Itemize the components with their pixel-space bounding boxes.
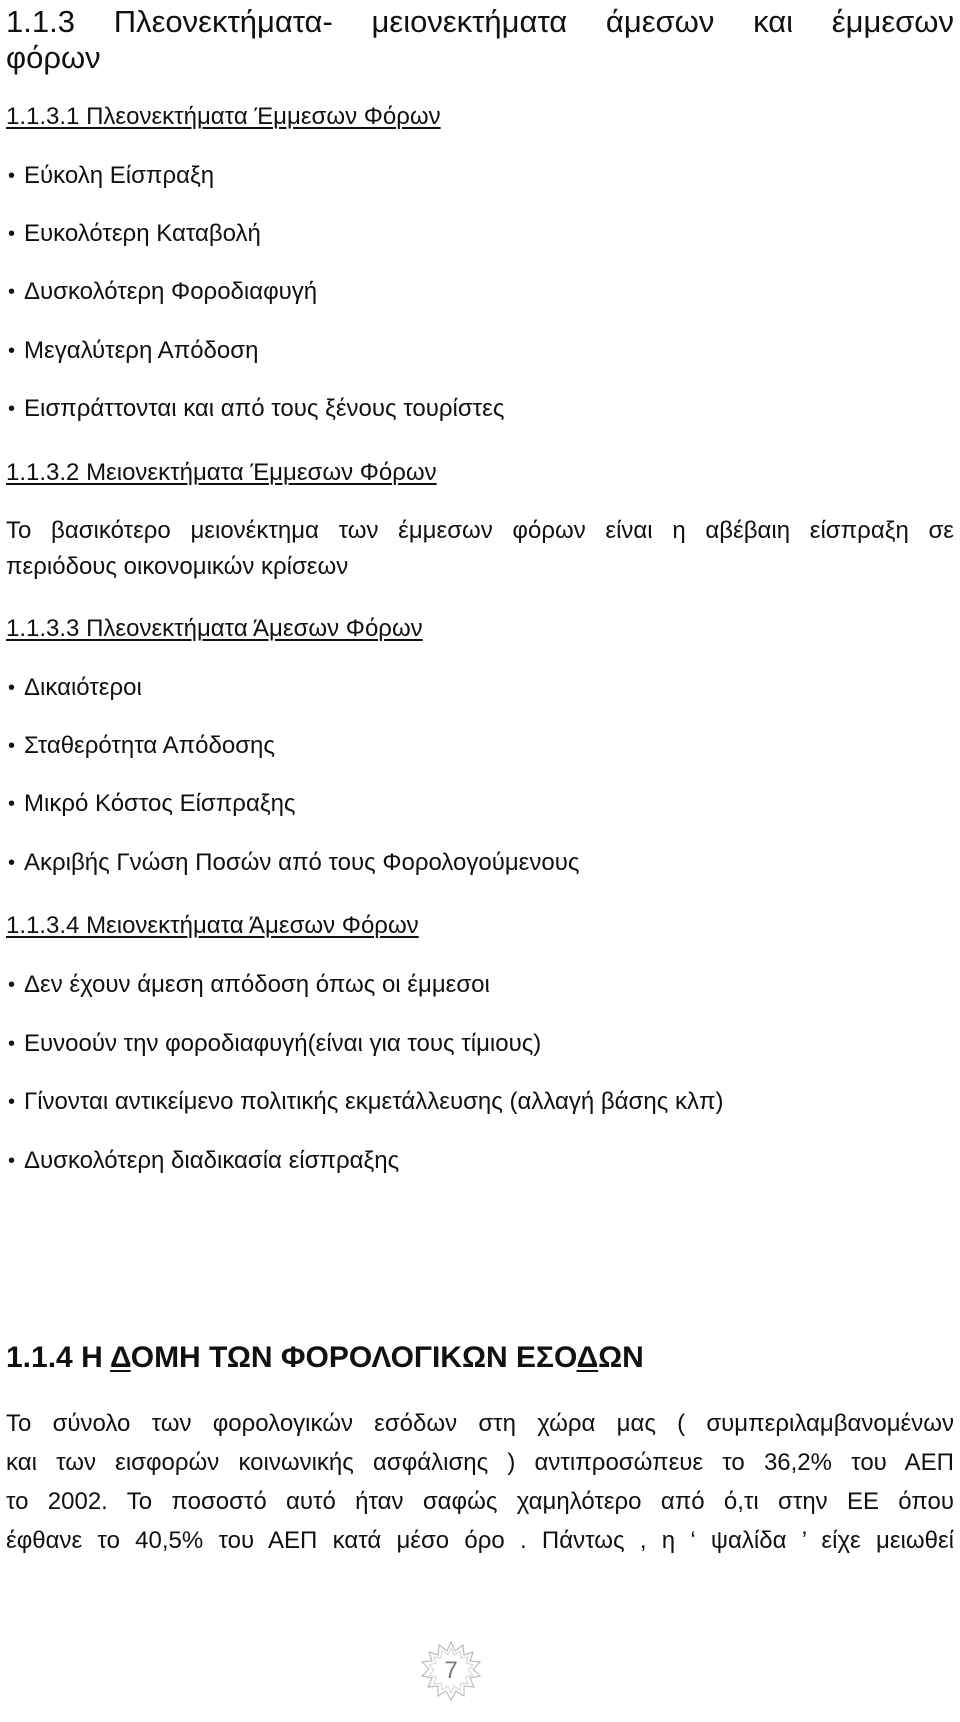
section-heading-line2-container <box>6 38 954 78</box>
paragraph-text: το 2002. Το ποσοστό αυτό ήταν σαφώς χαμηλότερο από ό,τι στην ΕΕ όπου <box>6 1488 954 1515</box>
subsection-title-2: 1.1.3.2 Μειονεκτήματα Έμμεσων Φόρων <box>6 459 437 486</box>
paragraph-line <box>6 1446 954 1480</box>
section-heading <box>6 2 954 42</box>
list-item: • Εύκολη Είσπραξη <box>6 161 954 191</box>
paragraph-text: Το σύνολο των φορολογικών εσόδων στη χώρα μας ( συμπεριλαμβανομένων <box>6 1410 954 1437</box>
section-heading-2 <box>6 1339 954 1377</box>
paragraph-line: περιόδους οικονομικών κρίσεων <box>6 553 349 580</box>
list-item: • Μικρό Κόστος Είσπραξης <box>6 789 954 819</box>
subsection-title-1: 1.1.3.1 Πλεονεκτήματα Έμμεσων Φόρων <box>6 103 441 130</box>
list-item: • Σταθερότητα Απόδοσης <box>6 731 954 761</box>
list-item: • Δικαιότεροι <box>6 673 954 703</box>
section-heading-line2: φόρων <box>6 40 101 75</box>
section-number: 1.1.4 <box>6 1341 73 1374</box>
page-number: 7 <box>444 1657 458 1684</box>
paragraph-line <box>6 1485 954 1519</box>
section-title-part: Δ <box>109 1341 131 1374</box>
paragraph-text: έφθανε το 40,5% του ΑΕΠ κατά μέσο όρο . Πάντως , η ‘ ψαλίδα ’ είχε μειωθεί <box>6 1527 954 1554</box>
list-item: • Ακριβής Γνώση Ποσών από τους Φορολογούμενους <box>6 848 954 878</box>
list-item: • Γίνονται αντικείμενο πολιτικής εκμετάλλευσης (αλλαγή βάσης κλπ) <box>6 1087 954 1117</box>
paragraph-line <box>6 514 954 548</box>
subsection-title-4: 1.1.3.4 Μειονεκτήματα Άμεσων Φόρων <box>6 912 419 939</box>
paragraph-line <box>6 1407 954 1441</box>
section-title-part: ΩΝ <box>598 1341 644 1374</box>
list-item: • Μεγαλύτερη Απόδοση <box>6 336 954 366</box>
section-title-part: ΟΜΗ ΤΩΝ ΦΟΡΟΛΟΓΙΚΩΝ ΕΣΟ <box>130 1341 577 1374</box>
list-item: • Δεν έχουν άμεση απόδοση όπως οι έμμεσοι <box>6 970 954 1000</box>
list-item: • Ευνοούν την φοροδιαφυγή(είναι για τους τίμιους) <box>6 1029 954 1059</box>
subsection-title-3: 1.1.3.3 Πλεονεκτήματα Άμεσων Φόρων <box>6 615 423 642</box>
section-heading-line1: 1.1.3 Πλεονεκτήματα- μειονεκτήματα άμεσων και έμμεσων <box>6 4 954 39</box>
paragraph-line <box>6 1524 954 1558</box>
paragraph-text: Το βασικότερο μειονέκτημα των έμμεσων φόρων είναι η αβέβαιη είσπραξη σε <box>6 517 954 544</box>
list-item: • Εισπράττονται και από τους ξένους τουρίστες <box>6 394 954 424</box>
page-number-badge <box>420 1640 482 1702</box>
section-title-part: Η <box>81 1341 110 1374</box>
list-item: • Ευκολότερη Καταβολή <box>6 219 954 249</box>
paragraph-text: και των εισφορών κοινωνικής ασφάλισης ) αντιπροσώπευε το 36,2% του ΑΕΠ <box>6 1449 954 1476</box>
list-item: • Δυσκολότερη Φοροδιαφυγή <box>6 277 954 307</box>
section-title-part: Δ <box>576 1341 599 1374</box>
list-item: • Δυσκολότερη διαδικασία είσπραξης <box>6 1146 954 1176</box>
